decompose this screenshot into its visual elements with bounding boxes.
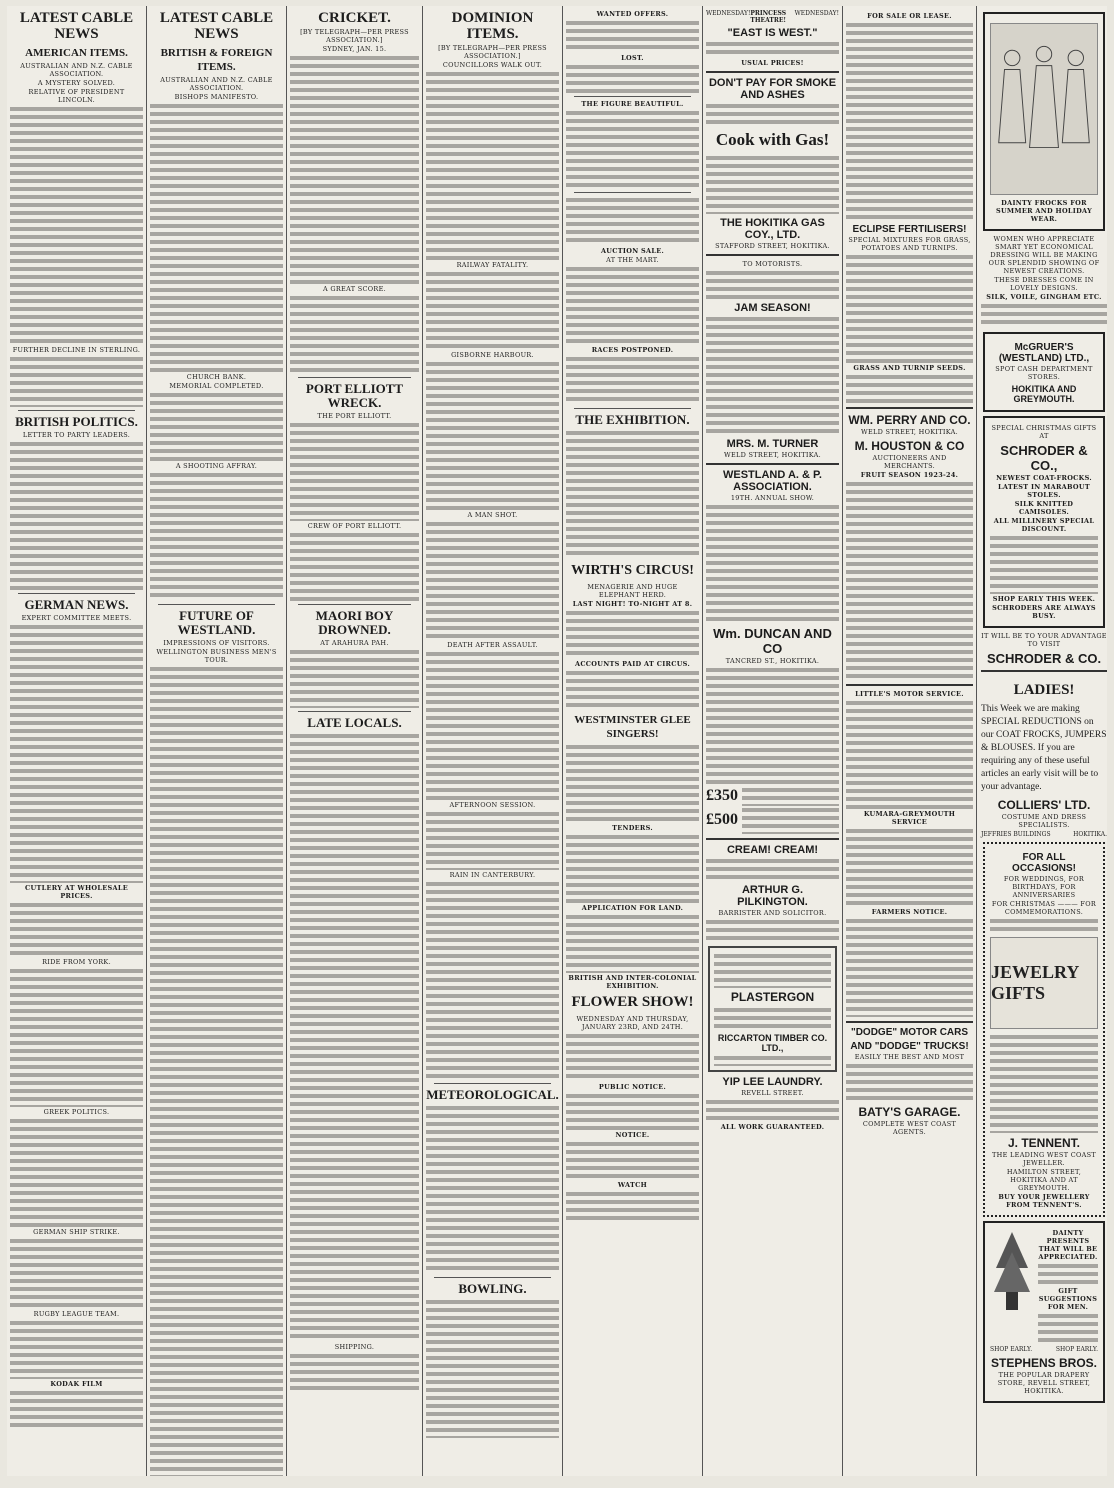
stephens-ad (983, 1221, 1105, 1403)
tennent-title: J. TENNENT. (1007, 1136, 1080, 1150)
film-title: "EAST IS WEST." (727, 27, 818, 39)
story-title: A MAN SHOT. (467, 511, 518, 519)
ad-title: WATCH (617, 1181, 648, 1189)
newspaper-page (7, 6, 1107, 1476)
tennent-sub: THE LEADING WEST COAST JEWELLER. (992, 1151, 1096, 1167)
article-text (10, 440, 143, 590)
ad-text (990, 917, 1098, 933)
story-title: RIDE FROM YORK. (42, 958, 111, 966)
ad-text (846, 699, 973, 809)
article-text (290, 294, 419, 374)
frocks-line: WOMEN WHO APPRECIATE SMART YET ECONOMICAL DRESSING WILL BE MAKING OUR SPLENDID SHOWING OF NEWEST CREATIONS. (988, 235, 1100, 275)
ad-text (706, 269, 839, 299)
article-text (150, 391, 283, 461)
schroder-top: SPECIAL CHRISTMAS GIFTS AT (991, 424, 1097, 440)
story-title: AT ARAHURA PAH. (320, 639, 389, 647)
theatre-header: WEDNESDAY! PRINCESS THEATRE! WEDNESDAY! (706, 10, 839, 24)
credit-line: [BY TELEGRAPH—PER PRESS ASSOCIATION.] (438, 44, 547, 60)
ad-text (714, 952, 831, 988)
occasions-title: FOR ALL OCCASIONS! (1012, 852, 1076, 874)
colliers-sub: COSTUME AND DRESS SPECIALISTS. (1001, 813, 1087, 829)
article-text (426, 1298, 559, 1438)
story-title: BISHOPS MANIFESTO. (174, 93, 259, 101)
shop-early-row: SHOP EARLY. SHOP EARLY. (990, 1346, 1098, 1353)
colliers-title: COLLIERS' LTD. (997, 798, 1091, 812)
ad-text (566, 1092, 699, 1130)
schroder-ad (983, 416, 1105, 628)
ad-text (566, 669, 699, 709)
article-text (426, 70, 559, 260)
baty-title: BATY'S GARAGE. (858, 1105, 961, 1119)
ad-text (566, 743, 699, 823)
stephens-title: STEPHENS BROS. (990, 1356, 1098, 1370)
article-text (10, 1319, 143, 1379)
ad-text (566, 833, 699, 903)
schroder-title-2: SCHRODER & CO. (986, 651, 1102, 666)
story-title: GISBORNE HARBOUR. (451, 351, 534, 359)
column-3 (287, 6, 423, 1476)
ladies-title: LADIES! (1013, 682, 1075, 698)
ad-text (566, 1032, 699, 1082)
ad-text (714, 1054, 831, 1066)
article-text (150, 471, 283, 601)
story-title: RUGBY LEAGUE TEAM. (33, 1310, 120, 1318)
occasions-sub: FOR WEDDINGS, FOR BIRTHDAYS, FOR ANNIVERSARIES (1003, 875, 1085, 899)
ad-heading: WESTMINSTER GLEE SINGERS! (574, 714, 691, 740)
story-title: SYDNEY, JAN. 15. (322, 45, 387, 53)
association-title: WESTLAND A. & P. ASSOCIATION. (722, 469, 822, 493)
christmas-tree-icon (990, 1228, 1034, 1318)
story-title: LETTER TO PARTY LEADERS. (22, 431, 131, 439)
ad-text (566, 609, 699, 659)
circus-title: WIRTH'S CIRCUS! (571, 563, 694, 578)
schroder-item: NEWEST COAT-FROCKS. (996, 474, 1092, 482)
colliers-address: JEFFRIES BUILDINGS HOKITIKA. (981, 831, 1107, 838)
story-title: RAILWAY FATALITY. (456, 261, 529, 269)
grass-title: GRASS AND TURNIP SEEDS. (853, 364, 966, 372)
ad-text (846, 917, 973, 1017)
ad-title: TENDERS. (612, 824, 653, 832)
story-title: AFTERNOON SESSION. (449, 801, 536, 809)
ad-text (846, 1062, 973, 1102)
ad-text (846, 253, 973, 363)
duncan-sub: TANCRED ST., HOKITIKA. (725, 657, 820, 665)
article-text (10, 623, 143, 883)
story-title: WELLINGTON BUSINESS MEN'S TOUR. (156, 648, 277, 664)
story-title: EXPERT COMMITTEE MEETS. (21, 614, 132, 622)
story-subtitle: RELATIVE OF PRESIDENT LINCOLN. (28, 88, 125, 104)
story-title: KODAK FILM (50, 1380, 103, 1388)
article-text (426, 270, 559, 350)
frocks-caption: DAINTY FROCKS FOR SUMMER AND HOLIDAY WEAR. (995, 199, 1093, 223)
turner-title: MRS. M. TURNER (726, 438, 819, 450)
ad-text (706, 315, 839, 435)
story-title: CHURCH BANK. (186, 373, 247, 381)
article-text (426, 880, 559, 1080)
ad-text (566, 429, 699, 559)
ad-title: BRITISH AND INTER-COLONIAL EXHIBITION. (568, 974, 697, 990)
houston-sub: AUCTIONEERS AND MERCHANTS. (872, 454, 947, 470)
houston-title: M. HOUSTON & CO (854, 439, 965, 453)
section-heading: DOMINION ITEMS. (451, 10, 534, 42)
column-2 (147, 6, 287, 1476)
section-heading: BRITISH & FOREIGN ITEMS. (160, 47, 273, 73)
ad-text (706, 154, 839, 214)
schroder-shop: SHOP EARLY THIS WEEK. (992, 595, 1096, 603)
section-heading: PORT ELLIOTT WRECK. (305, 381, 404, 410)
ad-title: THE FIGURE BEAUTIFUL. (581, 100, 684, 108)
ad-text (566, 109, 699, 189)
story-title: GREEK POLITICS. (43, 1108, 110, 1116)
article-text (290, 421, 419, 521)
frocks-ad (983, 12, 1105, 231)
article-text (426, 360, 559, 510)
article-text (426, 650, 559, 800)
schroder-item: SILK KNITTED CAMISOLES. (1014, 500, 1074, 516)
association-sub: 19TH. ANNUAL SHOW. (730, 494, 815, 502)
plastergon-title: PLASTERGON (730, 990, 815, 1004)
ad-text (706, 1098, 839, 1122)
article-text (10, 1117, 143, 1227)
circus-subtitle: MENAGERIE AND HUGE ELEPHANT HERD. (587, 583, 678, 599)
pilkington-sub: BARRISTER AND SOLICITOR. (718, 909, 827, 917)
kumara-title: KUMARA-GREYMOUTH SERVICE (863, 810, 956, 826)
gift-title: GIFT SUGGESTIONS FOR MEN. (1038, 1287, 1098, 1311)
pilkington-title: ARTHUR G. PILKINGTON. (737, 884, 808, 908)
price-500: £500 (706, 811, 738, 828)
article-text (10, 105, 143, 345)
jewellery-ad (983, 842, 1105, 1217)
tennent-foot: BUY YOUR JEWELLERY FROM TENNENT'S. (998, 1193, 1090, 1209)
article-text (426, 810, 559, 870)
story-title: SHIPPING. (334, 1343, 375, 1351)
ad-text (742, 806, 839, 834)
dodge-title: "DODGE" MOTOR CARS (850, 1027, 969, 1038)
credit-line: AUSTRALIAN AND N.Z. CABLE ASSOCIATION. (160, 76, 273, 92)
section-heading: CRICKET. (318, 10, 391, 26)
plastergon-ad (708, 946, 837, 1072)
column-5 (563, 6, 703, 1476)
cook-with-gas: Cook with Gas! (715, 130, 830, 149)
mcgruer-sub: SPOT CASH DEPARTMENT STORES. (995, 365, 1093, 381)
story-title: MEMORIAL COMPLETED. (169, 382, 264, 390)
ad-title: APPLICATION FOR LAND. (581, 904, 684, 912)
circus-showtimes: LAST NIGHT! TO-NIGHT AT 8. (572, 600, 693, 608)
article-text (290, 732, 419, 1342)
article-text (290, 54, 419, 284)
article-text (150, 665, 283, 1476)
perry-sub: WELD STREET, HOKITIKA. (861, 428, 958, 436)
ad-text (1038, 1312, 1098, 1346)
article-text (290, 1352, 419, 1392)
duncan-title: Wm. DUNCAN AND CO (713, 626, 832, 656)
schroder-adv: IT WILL BE TO YOUR ADVANTAGE TO VISIT (981, 632, 1107, 648)
frocks-illustration (990, 23, 1098, 195)
column-7 (843, 6, 977, 1476)
credit-line: [BY TELEGRAPH—PER PRESS ASSOCIATION.] (300, 28, 409, 44)
riccarton-title: RICCARTON TIMBER CO. LTD., (717, 1033, 828, 1053)
column-4 (423, 6, 563, 1476)
mcgruer-title: McGRUER'S (WESTLAND) LTD., (998, 342, 1090, 364)
schroder-item: ALL MILLINERY SPECIAL DISCOUNT. (993, 517, 1095, 533)
section-heading: MAORI BOY DROWNED. (315, 608, 394, 637)
ad-title: RACES POSTPONED. (591, 346, 674, 354)
ad-title: TO MOTORISTS. (742, 260, 803, 268)
article-text (290, 531, 419, 601)
occasions-sub-2: FOR CHRISTMAS ——— FOR COMMEMORATIONS. (991, 900, 1097, 916)
column-6 (703, 6, 843, 1476)
story-title: A SHOOTING AFFRAY. (175, 462, 258, 470)
ad-title: WANTED OFFERS. (596, 10, 669, 18)
article-text (10, 1237, 143, 1309)
ladies-text: This Week we are making SPECIAL REDUCTIONS on our COAT FROCKS, JUMPERS & BLOUSES. If you are requiring any of these useful articles an early visit will be to your advantage. (981, 704, 1107, 792)
ad-title: PUBLIC NOTICE. (598, 1083, 667, 1091)
jewelry-gifts-illustration: JEWELRY GIFTS (990, 937, 1098, 1029)
story-title: FURTHER DECLINE IN STERLING. (12, 346, 141, 354)
mcgruer-towns: HOKITIKA AND GREYMOUTH. (1011, 384, 1077, 404)
ad-title: FOR SALE OR LEASE. (867, 12, 952, 20)
turner-sub: WELD STREET, HOKITIKA. (724, 451, 821, 459)
article-text (10, 967, 143, 1107)
fruit-title: FRUIT SEASON 1923-24. (860, 471, 959, 479)
farmers-title: FARMERS NOTICE. (871, 908, 948, 916)
ad-text (846, 373, 973, 403)
section-heading: BRITISH POLITICS. (15, 414, 138, 429)
perry-title: WM. PERRY AND CO. (848, 413, 971, 427)
article-text (290, 648, 419, 708)
credit-line: AUSTRALIAN AND N.Z. CABLE ASSOCIATION. (20, 62, 133, 78)
gas-address: STAFFORD STREET, HOKITIKA. (715, 242, 830, 250)
usual-prices: USUAL PRICES! (741, 59, 804, 67)
gas-headline: DON'T PAY FOR SMOKE AND ASHES (708, 77, 837, 101)
ad-text (566, 1140, 699, 1180)
ad-title: NOTICE. (615, 1131, 650, 1139)
ad-title: AT THE MART. (606, 256, 659, 264)
jam-title: JAM SEASON! (734, 302, 811, 314)
story-title: A MYSTERY SOLVED. (37, 79, 116, 87)
laundry-title: YIP LEE LAUNDRY. (722, 1076, 823, 1088)
column-headline: LATEST CABLE NEWS (19, 10, 134, 42)
story-title: COUNCILLORS WALK OUT. (442, 61, 543, 69)
baty-sub: COMPLETE WEST COAST AGENTS. (862, 1120, 957, 1136)
article-text (426, 1104, 559, 1274)
article-text (10, 1389, 143, 1429)
ad-title: ACCOUNTS PAID AT CIRCUS. (574, 660, 691, 668)
column-headline: LATEST CABLE NEWS (159, 10, 274, 42)
ad-text (846, 21, 973, 221)
story-title: A GREAT SCORE. (323, 285, 386, 293)
story-title: CREW OF PORT ELLIOTT. (307, 522, 402, 530)
section-heading: BOWLING. (458, 1281, 527, 1296)
story-title: IMPRESSIONS OF VISITORS. (163, 639, 270, 647)
frocks-line: SILK, VOILE, GINGHAM ETC. (986, 293, 1102, 301)
ad-text (714, 1006, 831, 1030)
section-heading: METEOROLOGICAL. (426, 1087, 559, 1102)
column-1 (7, 6, 147, 1476)
story-title: DEATH AFTER ASSAULT. (447, 641, 538, 649)
ad-heading: THE EXHIBITION. (575, 412, 690, 427)
ad-text (1038, 1262, 1098, 1286)
column-8 (977, 6, 1107, 1476)
gas-company: THE HOKITIKA GAS COY., LTD. (720, 217, 825, 241)
ad-text (566, 19, 699, 53)
flower-show-dates: WEDNESDAY AND THURSDAY, JANUARY 23RD, AND 24TH. (576, 1015, 689, 1031)
ad-text (566, 1190, 699, 1220)
frocks-line: THESE DRESSES COME IN LOVELY DESIGNS. (994, 276, 1094, 292)
flower-show-title: FLOWER SHOW! (571, 994, 694, 1010)
article-text (10, 355, 143, 407)
laundry-foot: ALL WORK GUARANTEED. (720, 1123, 825, 1131)
ad-text (566, 913, 699, 973)
mcgruer-ad (983, 332, 1105, 412)
cream-title: CREAM! CREAM! (726, 844, 819, 856)
eclipse-sub: SPECIAL MIXTURES FOR GRASS, POTATOES AND TURNIPS. (848, 236, 971, 252)
ad-text (706, 918, 839, 942)
schroder-item: LATEST IN MARABOUT STOLES. (998, 483, 1090, 499)
ad-text (706, 102, 839, 126)
price-350: £350 (706, 787, 738, 804)
story-title: THE PORT ELLIOTT. (317, 412, 392, 420)
dodge-sub: AND "DODGE" TRUCKS! (850, 1041, 969, 1052)
dodge-foot: EASILY THE BEST AND MOST (854, 1053, 965, 1061)
presents-title: DAINTY PRESENTS THAT WILL BE APPRECIATED. (1038, 1229, 1098, 1261)
eclipse-title: ECLIPSE FERTILISERS! (852, 224, 967, 235)
ad-text (981, 302, 1107, 328)
laundry-sub: REVELL STREET. (741, 1089, 804, 1097)
stephens-sub: THE POPULAR DRAPERY STORE, REVELL STREET, HOKITIKA. (997, 1371, 1091, 1395)
ad-text (990, 1033, 1098, 1133)
ad-title: LOST. (621, 54, 644, 62)
ad-text (566, 63, 699, 93)
ad-text (990, 534, 1098, 594)
schroder-foot: SCHRODERS ARE ALWAYS BUSY. (992, 604, 1096, 620)
section-heading: FUTURE OF WESTLAND. (177, 608, 256, 637)
ad-text (566, 265, 699, 345)
section-heading: LATE LOCALS. (307, 715, 402, 730)
ad-text (566, 196, 699, 246)
article-text (150, 102, 283, 372)
section-heading: AMERICAN ITEMS. (25, 47, 128, 59)
ad-text (846, 480, 973, 680)
story-title: CUTLERY AT WHOLESALE PRICES. (25, 884, 128, 900)
tennent-address: HAMILTON STREET, HOKITIKA AND AT GREYMOUTH. (1006, 1168, 1082, 1192)
schroder-title: SCHRODER & CO., (1000, 443, 1088, 473)
article-text (10, 901, 143, 957)
story-title: GERMAN SHIP STRIKE. (33, 1228, 120, 1236)
women-figures-icon (991, 34, 1097, 184)
ad-text (706, 857, 839, 881)
section-heading: GERMAN NEWS. (24, 597, 129, 612)
ad-text (566, 355, 699, 405)
ad-text (706, 503, 839, 623)
ad-title: AUCTION SALE. (600, 247, 665, 255)
ad-text (706, 666, 839, 786)
ad-text (846, 827, 973, 907)
motor-title: LITTLE'S MOTOR SERVICE. (855, 690, 964, 698)
ad-text (706, 40, 839, 58)
article-text (426, 520, 559, 640)
story-title: RAIN IN CANTERBURY. (449, 871, 536, 879)
ad-text (742, 786, 839, 806)
